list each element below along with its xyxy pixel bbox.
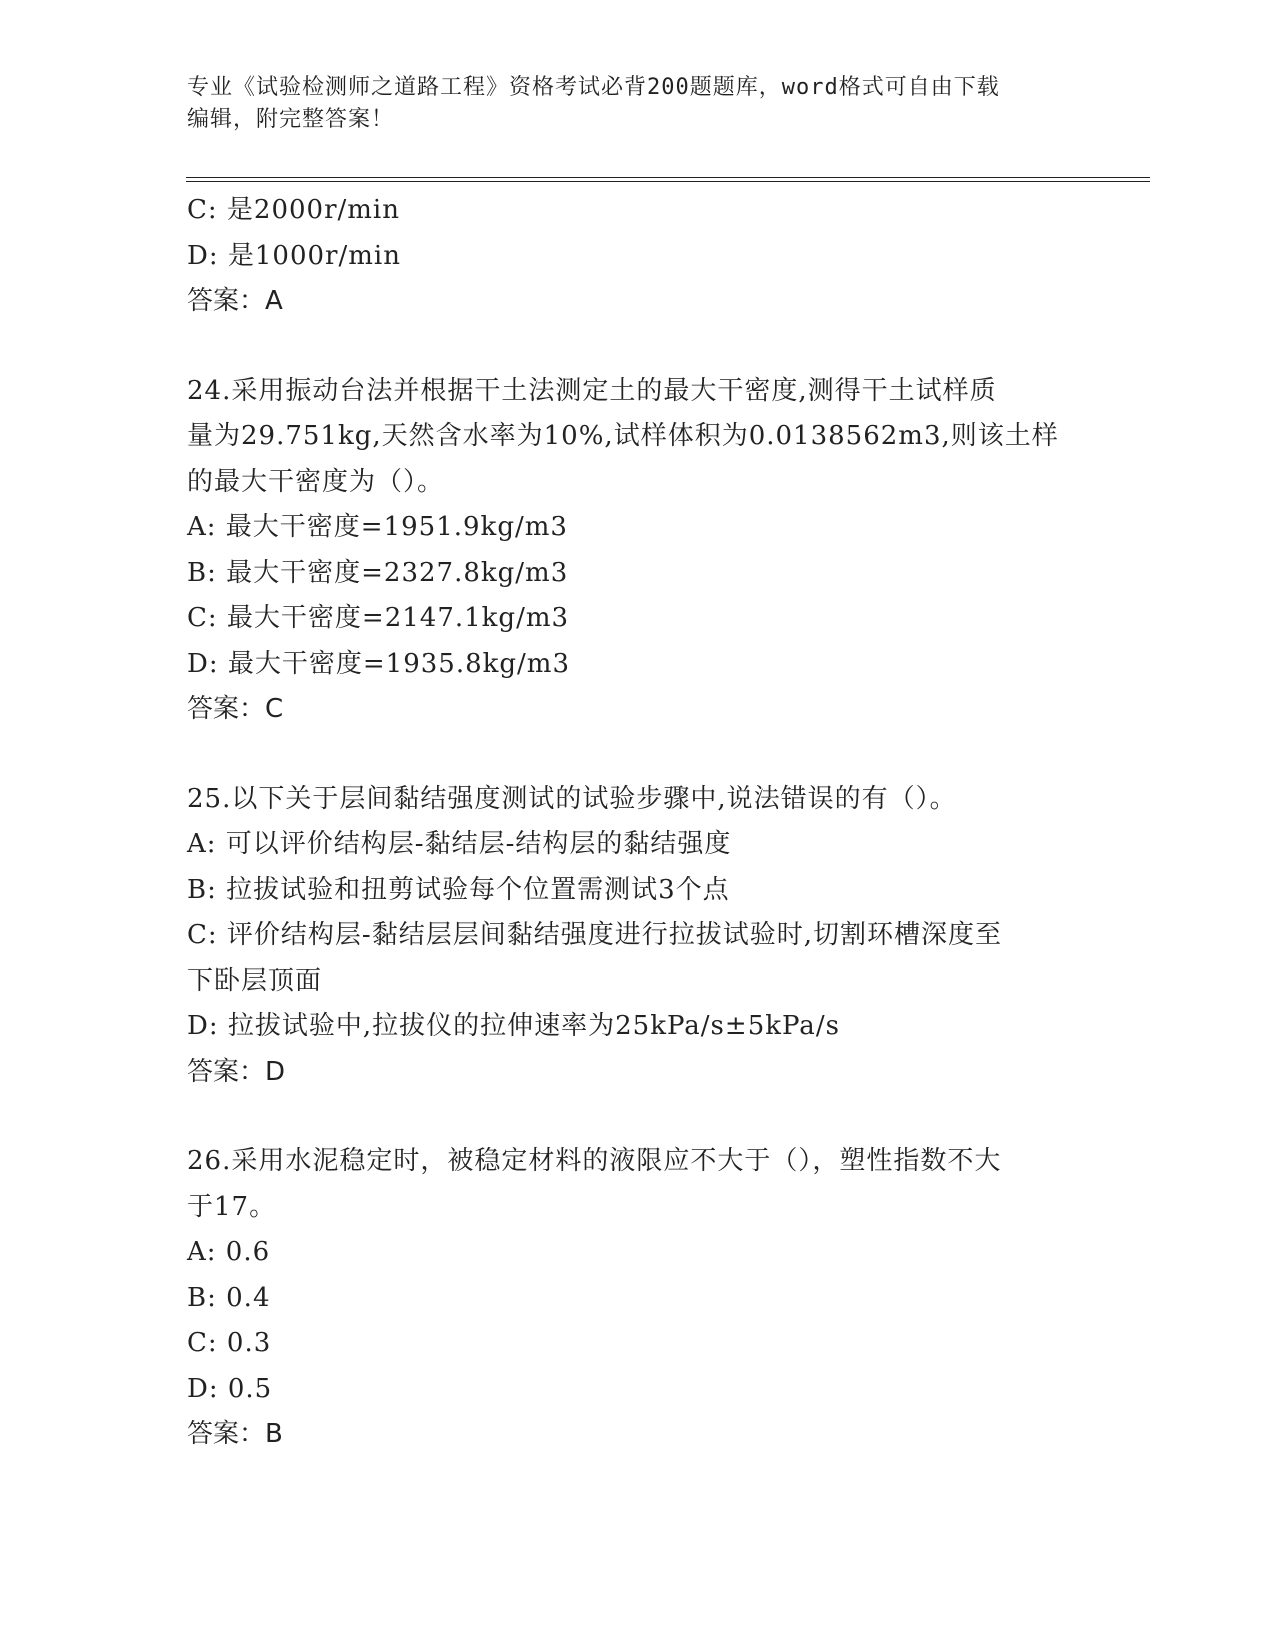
option-line: B: 最大干密度=2327.8kg/m3 bbox=[187, 557, 569, 588]
option-line: A: 最大干密度=1951.9kg/m3 bbox=[187, 512, 568, 542]
answer-line: 答案：A bbox=[187, 286, 283, 316]
question-26 bbox=[187, 1139, 1077, 1458]
document-body bbox=[187, 188, 1077, 1458]
previous-question-tail bbox=[187, 188, 1077, 325]
option-line: C: 评价结构层-黏结层层间黏结强度进行拉拔试验时,切割环槽深度至 bbox=[187, 920, 1002, 950]
header-rule-top bbox=[186, 177, 1150, 178]
answer-line: 答案：B bbox=[187, 1419, 283, 1449]
option-line: A: 0.6 bbox=[187, 1237, 271, 1267]
option-line: C: 0.3 bbox=[187, 1328, 272, 1358]
option-line: 下卧层顶面 bbox=[187, 965, 323, 996]
option-line: D: 最大干密度=1935.8kg/m3 bbox=[187, 648, 570, 679]
question-stem-line: 24.采用振动台法并根据干土法测定土的最大干密度,测得干土试样质 bbox=[187, 375, 997, 406]
option-line: D: 0.5 bbox=[187, 1373, 273, 1404]
question-25 bbox=[187, 777, 1077, 1096]
option-line: D: 是1000r/min bbox=[187, 240, 401, 271]
question-stem-line: 于17。 bbox=[187, 1191, 277, 1222]
question-stem-line: 26.采用水泥稳定时，被稳定材料的液限应不大于（），塑性指数不大 bbox=[187, 1146, 1002, 1176]
header-line-2: 编辑，附完整答案！ bbox=[187, 107, 395, 132]
spacer bbox=[187, 325, 1077, 369]
header-line-1: 专业《试验检测师之道路工程》资格考试必背200题题库，word格式可自由下载 bbox=[187, 75, 1000, 100]
document-header bbox=[187, 72, 1067, 136]
option-line: C: 最大干密度=2147.1kg/m3 bbox=[187, 603, 570, 633]
option-line: B: 0.4 bbox=[187, 1282, 271, 1313]
option-line: D: 拉拔试验中,拉拔仪的拉伸速率为25kPa/s±5kPa/s bbox=[187, 1011, 840, 1041]
header-rule-bottom bbox=[186, 181, 1150, 182]
answer-line: 答案：D bbox=[187, 1056, 286, 1087]
question-stem-line: 的最大干密度为（）。 bbox=[187, 466, 445, 497]
question-24 bbox=[187, 369, 1077, 733]
option-line: B: 拉拔试验和扭剪试验每个位置需测试3个点 bbox=[187, 874, 730, 905]
question-stem-line: 25.以下关于层间黏结强度测试的试验步骤中,说法错误的有（）。 bbox=[187, 783, 957, 814]
spacer bbox=[187, 1095, 1077, 1139]
option-line: A: 可以评价结构层-黏结层-结构层的黏结强度 bbox=[187, 829, 732, 859]
question-stem-line: 量为29.751kg,天然含水率为10%,试样体积为0.0138562m3,则该土样 bbox=[187, 421, 1059, 451]
answer-line: 答案：C bbox=[187, 694, 284, 724]
spacer bbox=[187, 733, 1077, 777]
option-line: C: 是2000r/min bbox=[187, 195, 400, 225]
